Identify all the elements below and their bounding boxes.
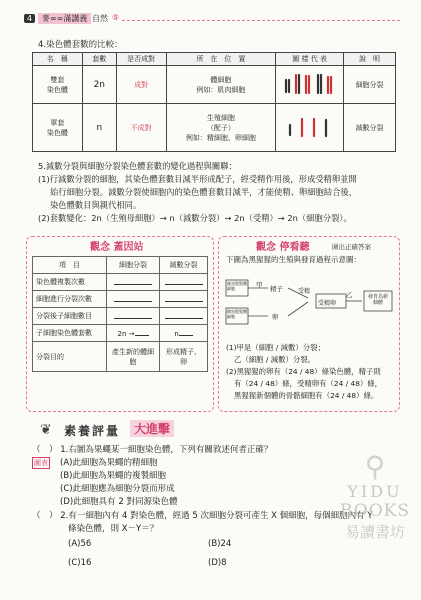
- paired-chromosomes-figure: [280, 72, 340, 96]
- row1-location: 體細胞 例如：肌肉細胞: [166, 66, 276, 104]
- label-fert: 受精: [298, 288, 311, 295]
- volume-label: ⑤: [112, 13, 120, 22]
- q1-option-d[interactable]: (D)此細胞具有 2 對同源染色體: [60, 497, 178, 507]
- row2-sets: n: [82, 104, 116, 152]
- col-sets: 套數: [82, 53, 116, 66]
- row-label: 分裂目的: [33, 342, 107, 372]
- label-egg: 卵: [272, 313, 279, 321]
- section5-p2: (2)套數變化：2n（生殖母細胞）→ n（減數分裂）→ 2n（受精）→ 2n（細胞分裂）。: [38, 213, 352, 223]
- q1-option-c[interactable]: (C)此細胞應為細胞分裂而形成: [60, 484, 175, 494]
- question-1: [32, 444, 372, 509]
- subject-label: 自然: [92, 14, 108, 23]
- section4-title: 4.染色體套數的比較：: [38, 40, 123, 50]
- page-number: 4: [24, 14, 35, 23]
- section5-p1b: 始行細胞分裂。減數分裂使細胞內的染色體套數目減半，才能使精、卵細胞結合後，: [50, 187, 357, 197]
- row-label: 染色體複製次數: [33, 274, 107, 291]
- answer-blank: [114, 312, 152, 319]
- row-label: 分裂後子細胞數目: [33, 308, 107, 325]
- right-box-note: 圍出正確答案: [332, 243, 371, 251]
- watermark: [330, 452, 420, 542]
- page-header: [24, 12, 400, 28]
- q1-option-a[interactable]: (A)此細胞為果蠅的精細胞: [60, 458, 158, 468]
- watermark-chinese: 易讀書坊: [344, 523, 405, 541]
- col-figure: 圖 樣 代 表: [276, 53, 344, 66]
- row1-figure: [276, 66, 344, 104]
- row2-location: 生殖細胞 （配子） 例如：精細胞、卵細胞: [166, 104, 276, 152]
- answer-blank: [165, 312, 203, 319]
- row2-desc: 減數分裂: [344, 104, 396, 152]
- col-desc: 說 明: [344, 53, 396, 66]
- label-female: 雌黑猩猩體細胞: [227, 309, 247, 319]
- label-zygote: 受精卵: [318, 300, 337, 307]
- col-paired: 是否成對: [116, 53, 166, 66]
- comparison-table: 項 目 細胞分裂 減數分裂 染色體複製次數 細胞進行分裂次數 分裂後子細胞數目 子細胞染色體套數 2n → n 分裂目的 產生新的體細胞 形成精子、卵: [32, 256, 208, 372]
- answer-blank: [114, 295, 152, 302]
- row2-name: 單套 染色體: [33, 104, 83, 152]
- q2-option-a[interactable]: (A)56: [68, 539, 92, 549]
- right-answers: (1)甲是（細胞 / 減數）分裂； 乙（細胞 / 減數）分裂。 (2)黑猩猩的卵有（24 / 48）條染色體，精子則 有（24 / 48）條，受精卵有（24 / 48）條， 黑猩猩新個體的骨骼細胞有（24 / 48）條。: [226, 343, 383, 400]
- q2-answer-paren[interactable]: （ ）: [32, 511, 58, 521]
- row1-sets: 2n: [82, 66, 116, 104]
- assessment-title-a: 素養評量: [64, 424, 121, 438]
- q2-text-1: 2.有一細胞內有 4 對染色體，經過 5 次細胞分裂可產生 X 個細胞，每個細胞內有 Y: [60, 511, 373, 521]
- left-box-title: 觀念 蓋因站: [86, 238, 147, 253]
- row1-desc: 細胞分裂: [344, 66, 396, 104]
- q1-answer-paren[interactable]: （ ）: [32, 445, 58, 455]
- series-title: 麥∞∞滿講義: [38, 13, 91, 24]
- q1-text: 1.右圖為果蠅某一細胞染色體，下列有關敘述何者正確？: [60, 445, 273, 455]
- section5-p1a: (1)行減數分裂的細胞，其染色體套數目減半形成配子，經受精作用後，形成受精卵並開: [38, 174, 357, 184]
- label-sperm: 精子: [270, 285, 283, 293]
- watermark-books: BOOKS: [339, 501, 411, 521]
- answer-blank: [165, 295, 203, 302]
- bird-icon: ❦: [40, 422, 52, 438]
- assessment-header: [40, 418, 340, 442]
- row-label: 細胞進行分裂次數: [33, 291, 107, 308]
- answer-blank: [135, 329, 149, 336]
- label-yi: 乙: [346, 291, 353, 299]
- row2-paired: 不成對: [116, 104, 166, 152]
- hdr-mitosis: 細胞分裂: [107, 257, 160, 274]
- label-male: 雄黑猩猩體細胞: [227, 281, 247, 291]
- hdr-item: 項 目: [33, 257, 107, 274]
- right-intro: 下圖為黑猩猩的生殖與發育過程示意圖：: [226, 255, 361, 264]
- label-jia: 甲: [256, 281, 263, 289]
- watermark-logo-icon: ⚲: [364, 450, 386, 483]
- row2-figure: [276, 104, 344, 152]
- row1-paired: 成對: [116, 66, 166, 104]
- q2-option-c[interactable]: (C)16: [68, 558, 92, 568]
- assessment-title-b: 大進擊: [130, 420, 174, 437]
- q2-option-b[interactable]: (B)24: [208, 539, 232, 549]
- row1-name: 雙套 染色體: [33, 66, 83, 104]
- q2-text-2: 條染色體，則 X－Y＝？: [68, 524, 159, 534]
- q2-option-d[interactable]: (D)8: [208, 558, 227, 568]
- col-location: 所 在 位 置: [166, 53, 276, 66]
- q1-figure-tag: 圖表: [34, 459, 48, 467]
- hdr-meiosis: 減數分裂: [160, 257, 208, 274]
- watermark-yidu: YIDU: [347, 482, 403, 501]
- answer-blank: [179, 329, 193, 336]
- answer-blank: [114, 278, 152, 285]
- purpose-meiosis: 形成精子、卵: [160, 342, 208, 372]
- right-box-title: 觀念 停看聽: [252, 238, 313, 253]
- q1-option-b[interactable]: (B)此細胞為果蠅的複製細胞: [60, 471, 166, 481]
- row-label: 子細胞染色體套數: [33, 325, 107, 342]
- answer-blank: [165, 278, 203, 285]
- purpose-mitosis: 產生新的體細胞: [107, 342, 160, 372]
- chromosome-table: [32, 52, 396, 152]
- col-name: 名 稱: [33, 53, 83, 66]
- section5-p1c: 染色體數目與親代相同。: [50, 200, 142, 210]
- section5: [38, 160, 398, 225]
- label-develop: 發育為新個體: [367, 294, 388, 306]
- single-chromosomes-figure: [280, 115, 340, 139]
- section5-title: 5.減數分裂與細胞分裂染色體套數的變化過程與關聯：: [38, 161, 237, 171]
